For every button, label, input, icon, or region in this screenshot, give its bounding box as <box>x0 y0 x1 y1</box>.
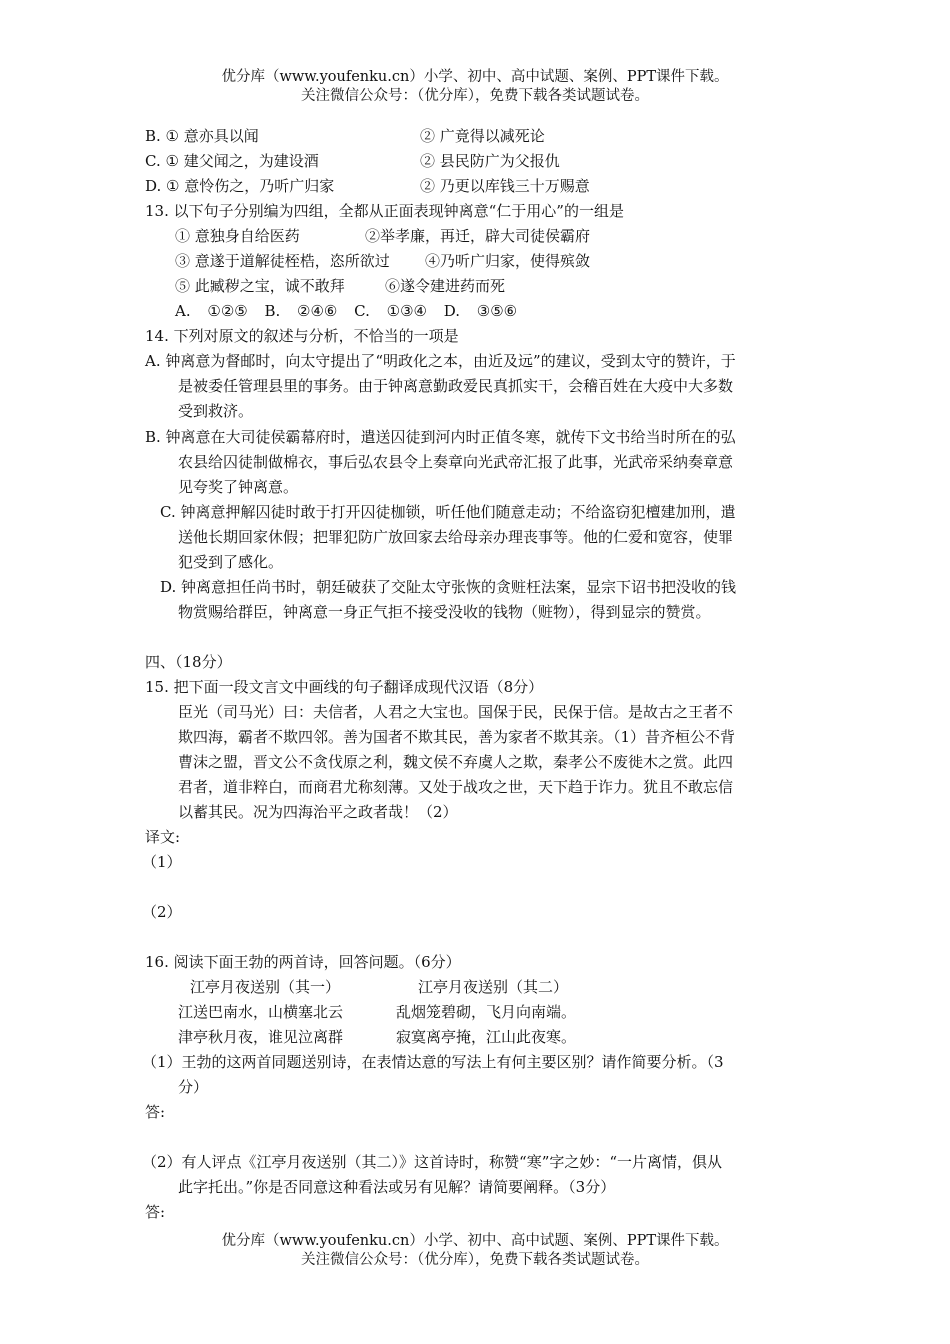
q13-choices: A. ①②⑤ B. ②④⑥ C. ①③④ D. ③⑤⑥ <box>175 302 518 320</box>
poem-1-line-2: 津亭秋月夜，谁见泣离群 <box>178 1028 344 1046</box>
poem-1-line-1: 江送巴南水，山横塞北云 <box>178 1003 344 1021</box>
option-b-left: B. ① 意亦具以闻 <box>145 127 259 145</box>
q13-row-2 <box>175 250 591 272</box>
q14-option-c-line-1: C. 钟离意押解囚徒时敢于打开囚徒枷锁，听任他们随意走动；不给盗窃犯檀建加刑，遣 <box>160 503 736 521</box>
q14-option-b-line-3: 见夸奖了钟离意。 <box>178 478 299 496</box>
q16-stem: 16. 阅读下面王勃的两首诗，回答问题。（6分） <box>145 953 461 971</box>
q16-poem-row-1 <box>178 1001 577 1023</box>
footer-line-2: 关注微信公众号：（优分库），免费下载各类试题试卷。 <box>301 1252 649 1268</box>
q14-option-a-line-3: 受到救济。 <box>178 402 254 420</box>
q14-option-a-line-2: 是被委任管理县里的事务。由于钟离意勤政爱民真抓实干，会稽百姓在大疫中大多数 <box>178 377 734 395</box>
q15-answer-blank-1: （1） <box>142 853 182 871</box>
q13-item-3: ③ 意遂于道解徒桎梏，恣所欲过 <box>175 252 390 270</box>
page-footer <box>0 1232 950 1270</box>
q13-row-3 <box>175 275 506 297</box>
page-header <box>0 68 950 106</box>
q14-option-b-line-2: 农县给囚徒制做棉衣，事后弘农县令上奏章向光武帝汇报了此事，光武帝采纳奏章意 <box>178 453 734 471</box>
option-c-right: ② 县民防广为父报仇 <box>420 152 560 170</box>
q15-stem: 15. 把下面一段文言文中画线的句子翻译成现代汉语（8分） <box>145 678 544 696</box>
q14-option-c-line-2: 送他长期回家休假；把罪犯防广放回家去给母亲办理丧事等。他的仁爱和宽容，使罪 <box>178 528 734 546</box>
q16-sub1-line-2: 分） <box>178 1078 209 1096</box>
q16-poem-titles <box>190 976 569 998</box>
q16-sub1-line-1: （1）王勃的这两首同题送别诗，在表情达意的写法上有何主要区别？请作简要分析。（3 <box>142 1053 724 1071</box>
option-row-c <box>145 150 560 172</box>
q13-item-1: ① 意独身自给医药 <box>175 227 300 245</box>
q13-item-5: ⑤ 此臧秽之宝，诚不敢拜 <box>175 277 345 295</box>
header-line-2: 关注微信公众号：（优分库），免费下载各类试题试卷。 <box>301 88 649 104</box>
q14-option-c-line-3: 犯受到了感化。 <box>178 553 284 571</box>
poem-2-title: 江亭月夜送别（其二） <box>418 978 569 996</box>
option-c-left: C. ① 建父闻之，为建设酒 <box>145 152 319 170</box>
poem-1-title: 江亭月夜送别（其一） <box>190 978 341 996</box>
poem-2-line-2: 寂寞离亭掩，江山此夜寒。 <box>396 1028 577 1046</box>
q15-passage-line-3: 曹沫之盟，晋文公不贪伐原之利，魏文侯不弃虞人之欺，秦孝公不废徙木之赏。此四 <box>178 753 734 771</box>
option-row-b <box>145 125 545 147</box>
q14-stem: 14. 下列对原文的叙述与分析，不恰当的一项是 <box>145 327 459 345</box>
q16-answer-label-2: 答: <box>145 1203 166 1221</box>
q16-sub2-line-1: （2）有人评点《江亭月夜送别（其二）》这首诗时，称赞“寒”字之妙：“一片离情，俱从 <box>142 1153 723 1171</box>
q13-row-1 <box>175 225 591 247</box>
q13-item-6: ⑥遂令建进药而死 <box>385 277 506 295</box>
option-b-right: ② 广竟得以减死论 <box>420 127 545 145</box>
section-4-heading: 四、（18分） <box>145 653 232 671</box>
q15-passage-line-1: 臣光（司马光）曰：夫信者，人君之大宝也。国保于民，民保于信。是故古之王者不 <box>178 703 734 721</box>
option-row-d <box>145 175 590 197</box>
header-line-1: 优分库（www.youfenku.cn）小学、初中、高中试题、案例、PPT课件下载。 <box>221 69 729 85</box>
q14-option-d-line-2: 物赏赐给群臣，钟离意一身正气拒不接受没收的钱物（赃物），得到显宗的赞赏。 <box>178 603 711 621</box>
q15-passage-line-4: 君者，道非粹白，而商君尤称刻薄。又处于战攻之世，天下趋于诈力。犹且不敢忘信 <box>178 778 734 796</box>
q15-answer-blank-2: （2） <box>142 903 182 921</box>
option-d-left: D. ① 意怜伤之，乃听广归家 <box>145 177 335 195</box>
q15-translation-label: 译文: <box>145 828 181 846</box>
option-d-right: ② 乃更以库钱三十万赐意 <box>420 177 590 195</box>
q13-item-4: ④乃听广归家，使得殡敛 <box>425 252 591 270</box>
poem-2-line-1: 乱烟笼碧砌，飞月向南端。 <box>396 1003 577 1021</box>
q16-sub2-line-2: 此字托出。”你是否同意这种看法或另有见解？请简要阐释。（3分） <box>178 1178 616 1196</box>
q14-option-a-line-1: A. 钟离意为督邮时，向太守提出了“明政化之本，由近及远”的建议，受到太守的赞许，于 <box>145 352 736 370</box>
q16-answer-label-1: 答: <box>145 1103 166 1121</box>
q16-poem-row-2 <box>178 1026 577 1048</box>
q13-item-2: ②举孝廉，再迁，辟大司徒侯霸府 <box>365 227 591 245</box>
q13-stem: 13. 以下句子分别编为四组，全都从正面表现钟离意“仁于用心”的一组是 <box>145 202 624 220</box>
q15-passage-line-5: 以蓄其民。况为四海治平之政者哉！（2） <box>178 803 458 821</box>
footer-line-1: 优分库（www.youfenku.cn）小学、初中、高中试题、案例、PPT课件下载。 <box>221 1233 729 1249</box>
q15-passage-line-2: 欺四海，霸者不欺四邻。善为国者不欺其民，善为家者不欺其亲。（1）昔齐桓公不背 <box>178 728 736 746</box>
q14-option-d-line-1: D. 钟离意担任尚书时，朝廷破获了交阯太守张恢的贪赃枉法案，显宗下诏书把没收的钱 <box>160 578 737 596</box>
q14-option-b-line-1: B. 钟离意在大司徒侯霸幕府时，遣送囚徒到河内时正值冬寒，就传下文书给当时所在的弘 <box>145 428 736 446</box>
